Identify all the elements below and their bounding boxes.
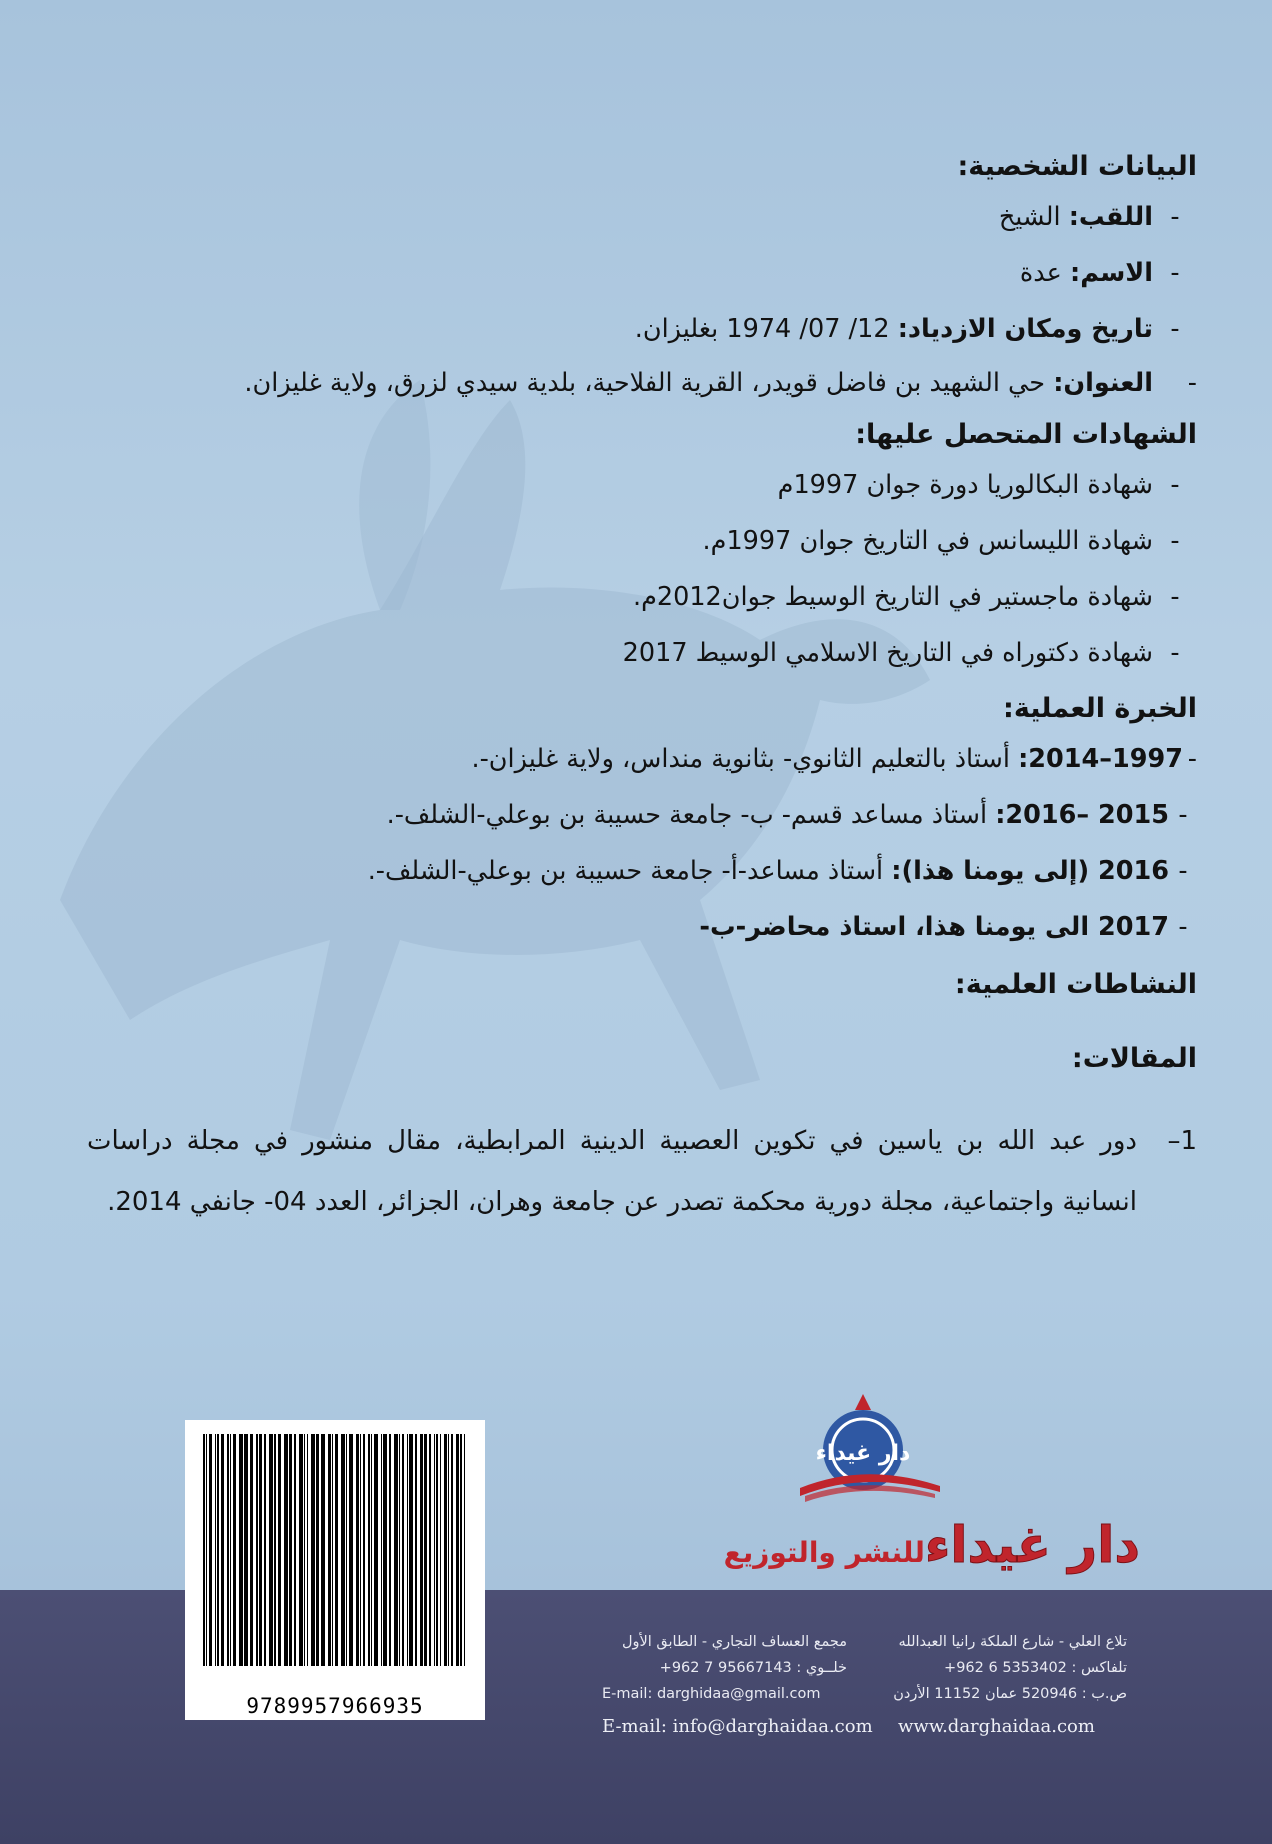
articles-heading: المقالات: xyxy=(1071,1043,1197,1074)
barcode-bar xyxy=(215,1434,216,1666)
barcode-bar xyxy=(304,1434,305,1666)
barcode-bar xyxy=(250,1434,253,1666)
address-right: تلاع العلي - شارع الملكة رانيا العبدالله xyxy=(898,1634,1127,1650)
barcode-bar xyxy=(278,1434,281,1666)
barcode-bar xyxy=(217,1434,219,1666)
barcode-bar xyxy=(256,1434,258,1666)
personal-name: -الاسم: عدة xyxy=(1019,258,1180,288)
barcode-bar xyxy=(206,1434,207,1666)
barcode-bar xyxy=(399,1434,400,1666)
barcode-bar xyxy=(274,1434,276,1666)
barcode-bar xyxy=(448,1434,449,1666)
barcode-bar xyxy=(332,1434,333,1666)
phone-right: تلفاكس : 5353402 6 962+ xyxy=(944,1660,1127,1676)
barcode-bar xyxy=(311,1434,315,1666)
barcode-bar xyxy=(221,1434,224,1666)
degree-item: -شهادة البكالوريا دورة جوان 1997م xyxy=(777,470,1180,500)
experience-item: -2016 (إلى يومنا هذا): أستاذ مساعد-أ- جامعة حسيبة بن بوعلي-الشلف-. xyxy=(367,856,1188,886)
barcode-bar xyxy=(233,1434,236,1666)
personal-title: -اللقب: الشيخ xyxy=(998,202,1180,232)
barcode-bar xyxy=(381,1434,382,1666)
experience-item: -2017 الى يومنا هذا، استاذ محاضر-ب- xyxy=(699,912,1188,942)
email-1[interactable]: E-mail: darghidaa@gmail.com xyxy=(602,1686,821,1702)
address-left: مجمع العساف التجاري - الطابق الأول xyxy=(621,1634,847,1650)
barcode-bar xyxy=(239,1434,243,1666)
barcode-bar xyxy=(294,1434,296,1666)
author-bio xyxy=(87,145,1197,1233)
barcode-bar xyxy=(371,1434,372,1666)
barcode-bar xyxy=(409,1434,413,1666)
barcode-bar xyxy=(402,1434,404,1666)
barcode-bar xyxy=(341,1434,345,1666)
barcode-bar xyxy=(464,1434,465,1666)
barcode-bar xyxy=(368,1434,370,1666)
barcode-bar xyxy=(415,1434,417,1666)
logo-text: دار غيداء xyxy=(815,1441,911,1466)
phone-left: خلــوي : 95667143 7 962+ xyxy=(659,1660,847,1676)
barcode-bar xyxy=(321,1434,325,1666)
article-number: 1– xyxy=(1167,1126,1197,1156)
degree-item: -شهادة الليسانس في التاريخ جوان 1997م. xyxy=(702,526,1180,556)
barcode-bar xyxy=(244,1434,248,1666)
degrees-heading: الشهادات المتحصل عليها: xyxy=(855,419,1197,450)
experience-item: -2015 –2016: أستاذ مساعد قسم- ب- جامعة حسيبة بن بوعلي-الشلف-. xyxy=(386,800,1188,830)
barcode-bar xyxy=(374,1434,378,1666)
experience-heading: الخبرة العملية: xyxy=(1003,693,1197,724)
isbn-number: 9789957966935 xyxy=(246,1694,424,1718)
barcode-bar xyxy=(209,1434,212,1666)
barcode-bar xyxy=(424,1434,427,1666)
barcode-bar xyxy=(346,1434,347,1666)
publisher-name-small: للنشر والتوزيع xyxy=(723,1536,925,1569)
barcode-bar xyxy=(460,1434,462,1666)
barcode-bar xyxy=(289,1434,292,1666)
website-link[interactable]: www.darghaidaa.com xyxy=(898,1716,1095,1737)
publisher-logo xyxy=(795,1392,945,1502)
barcode-bar xyxy=(316,1434,319,1666)
experience-item: -1997–2014: أستاذ بالتعليم الثانوي- بثانوية منداس، ولاية غليزان-. xyxy=(471,744,1197,774)
barcode-bar xyxy=(203,1434,205,1666)
barcode-bar xyxy=(420,1434,423,1666)
degree-item: -شهادة ماجستير في التاريخ الوسيط جوان2012م. xyxy=(632,582,1180,612)
barcode-bar xyxy=(389,1434,391,1666)
barcode-bar xyxy=(227,1434,229,1666)
barcode-bar xyxy=(440,1434,441,1666)
barcode-bar xyxy=(383,1434,387,1666)
barcode-bar xyxy=(434,1434,435,1666)
barcode-bar xyxy=(394,1434,398,1666)
barcode-bar xyxy=(429,1434,431,1666)
barcode-bar xyxy=(451,1434,453,1666)
barcode-bar xyxy=(444,1434,447,1666)
personal-heading: البيانات الشخصية: xyxy=(957,151,1197,182)
email-2[interactable]: E-mail: info@darghaidaa.com xyxy=(602,1716,873,1737)
activities-heading: النشاطات العلمية: xyxy=(954,969,1197,1000)
degree-item: -شهادة دكتوراه في التاريخ الاسلامي الوسيط 2017 xyxy=(622,638,1180,668)
barcode-bar xyxy=(356,1434,359,1666)
personal-address: -العنوان: حي الشهيد بن فاضل قويدر، القرية الفلاحية، بلدية سيدي لزرق، ولاية غليزان. xyxy=(244,368,1197,398)
barcode-bar xyxy=(269,1434,273,1666)
barcode-bars xyxy=(185,1420,485,1692)
pobox: ص.ب : 520946 عمان 11152 الأردن xyxy=(893,1686,1127,1702)
article-item: 1– دور عبد الله بن ياسين في تكوين العصبية الدينية المرابطية، مقال منشور في مجلة دراسات انسانية واجتماعية، مجلة دورية محكمة تصدر عن جامعة وهران، الجزائر، العدد 04- جانفي 2014. xyxy=(87,1111,1197,1233)
barcode-bar xyxy=(259,1434,262,1666)
barcode xyxy=(185,1420,485,1720)
barcode-bar xyxy=(360,1434,361,1666)
barcode-bar xyxy=(230,1434,231,1666)
barcode-bar xyxy=(456,1434,459,1666)
barcode-bar xyxy=(328,1434,331,1666)
personal-birth: -تاريخ ومكان الازدياد: 12/ 07/ 1974 بغليزان. xyxy=(634,314,1180,344)
publisher-name-big: دار غيداء xyxy=(924,1516,1140,1574)
barcode-bar xyxy=(335,1434,338,1666)
barcode-bar xyxy=(363,1434,365,1666)
barcode-bar xyxy=(349,1434,353,1666)
barcode-bar xyxy=(407,1434,408,1666)
barcode-bar xyxy=(307,1434,308,1666)
barcode-bar xyxy=(436,1434,438,1666)
barcode-bar xyxy=(284,1434,288,1666)
publisher-name xyxy=(600,1515,1140,1575)
barcode-bar xyxy=(264,1434,266,1666)
barcode-bar xyxy=(299,1434,303,1666)
